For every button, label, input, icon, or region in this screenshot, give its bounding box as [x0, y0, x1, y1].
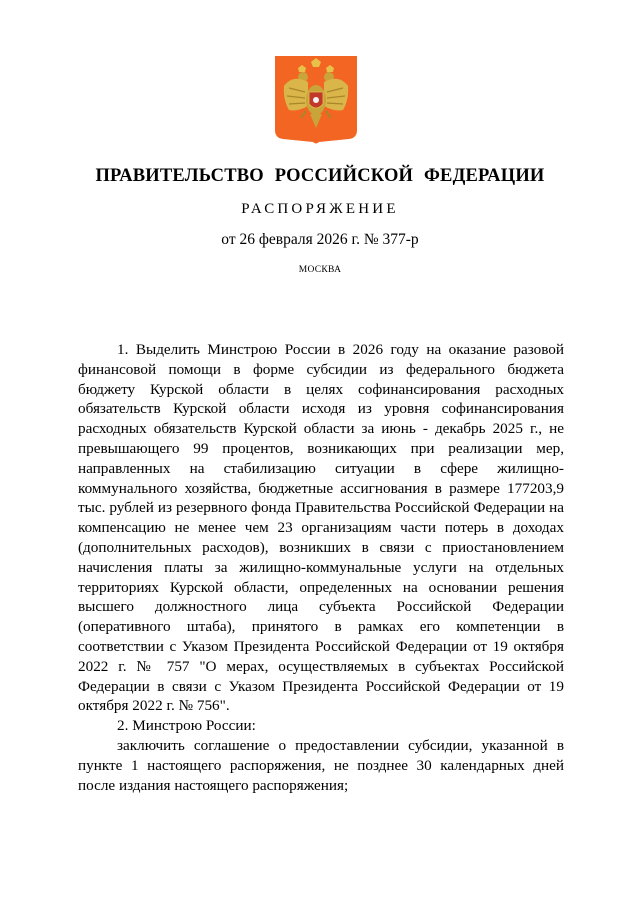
government-title: ПРАВИТЕЛЬСТВО РОССИЙСКОЙ ФЕДЕРАЦИИ: [95, 166, 545, 186]
document-body: [78, 340, 564, 795]
document-type: РАСПОРЯЖЕНИЕ: [241, 201, 399, 217]
paragraph-1: 1. Выделить Минстрою России в 2026 году на оказание разовой финансовой помощи в форме субсидии из федерального бюджета бюджету Курской области в целях софинансирования расходных обязательств Курской области исходя из уровня софинансирования расходных обязательств Курской области за июнь - декабрь 2025 г., не превышающего 99 процентов, возникающих при реализации мер, направленных на стабилизацию ситуации в сфере жилищно-коммунального хозяйства, бюджетные ассигнования в размере 177203,9 тыс. рублей из резервного фонда Правительства Российской Федерации на компенсацию не менее чем 23 организациям части потерь в доходах (дополнительных расходов), возникших в связи с приостановлением начисления платы за жилищно-коммунальные услуги на отдельных территориях Курской области, определенных на основании решения высшего должностного лица субъекта Российской Федерации (оперативного штаба), принятого в рамках его компетенции в соответствии с Указом Президента Российской Федерации от 19 октября 2022 г. № 757 "О мерах, осуществляемых в субъектах Российской Федерации в связи с Указом Президента Российской Федерации от 19 октября 2022 г. № 756".: [78, 341, 564, 715]
coat-of-arms-icon: [275, 56, 357, 145]
paragraph-2: 2. Минстрою России:: [117, 717, 256, 735]
document-city: МОСКВА: [298, 265, 342, 275]
paragraph-3: заключить соглашение о предоставлении субсидии, указанной в пункте 1 настоящего распоряжения, не позднее 30 календарных дней после издания настоящего распоряжения;: [78, 736, 564, 794]
document-date-number: от 26 февраля 2026 г. № 377-р: [221, 231, 419, 248]
